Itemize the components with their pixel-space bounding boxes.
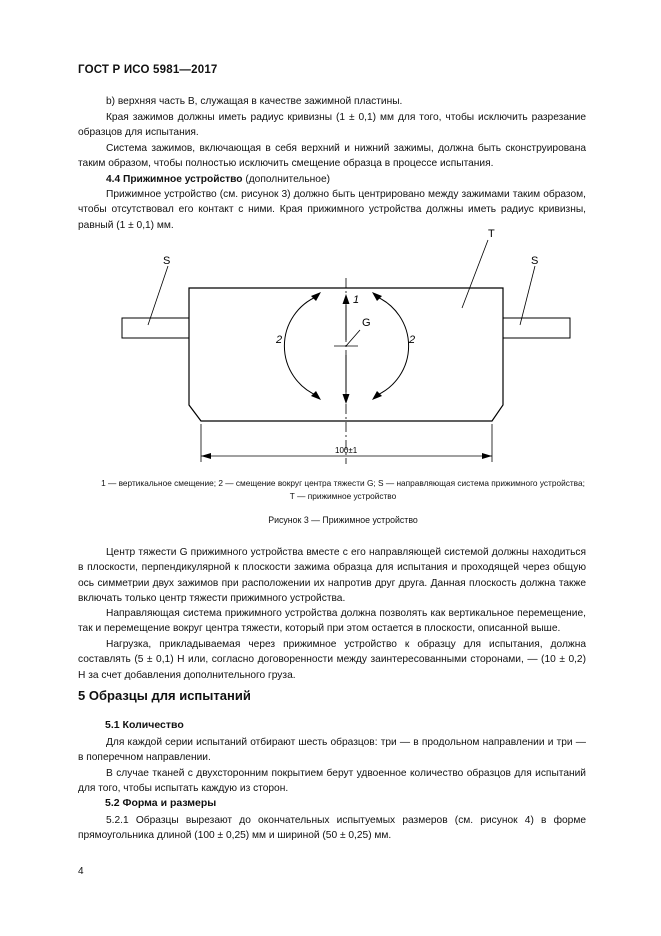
figure-caption: Рисунок 3 — Прижимное устройство: [268, 515, 418, 525]
section-5-2-title: Форма и размеры: [122, 797, 217, 809]
paragraph-5-2-1: 5.2.1 Образцы вырезают до окончательных испытуемых размеров (см. рисунок 4) в форме прямоугольника длиной (100 ± 0,25) мм и шириной (50 ± 0,25) мм.: [78, 815, 586, 842]
paragraph-clamp-system: Система зажимов, включающая в себя верхний и нижний зажимы, должна быть сконструирована таким образом, чтобы полностью исключить смещение образца в процессе испытания.: [78, 143, 586, 170]
left-guide-rod: [122, 318, 189, 338]
section-5-2-number: 5.2: [105, 797, 120, 809]
label-g: G: [362, 317, 371, 329]
paragraph-load: Нагрузка, прикладываемая через прижимное устройство к образцу для испытания, должна составлять (5 ± 0,1) Н или, согласно договоренности между заинтересованными сторонами, — (10 ± 0,2) Н за счет добавления дополнительного груза.: [78, 639, 586, 681]
paragraph-5-1-samples: Для каждой серии испытаний отбирают шесть образцов: три — в продольном направлении и три — в поперечном направлении.: [78, 737, 586, 764]
paragraph-b: b) верхняя часть B, служащая в качестве зажимной пластины.: [106, 96, 403, 107]
section-5-1-heading: [105, 719, 184, 731]
right-s-leader: [520, 266, 535, 325]
paragraph-center-of-gravity: Центр тяжести G прижимного устройства вместе с его направляющей системой должны находиться в плоскости, перпендикулярной к плоскости зажима образца для испытания и проходящей через общую ось симметрии двух зажимов при расположении их напротив друг друга. Данная плоскость должна также включать только центр тяжести прижимного устройства.: [78, 547, 586, 605]
paragraph-edges: Края зажимов должны иметь радиус кривизны (1 ± 0,1) мм для того, чтобы исключить разрезание образцов для испытания.: [78, 112, 586, 139]
standard-header: ГОСТ Р ИСО 5981—2017: [78, 64, 218, 76]
label-2-right: 2: [409, 334, 416, 346]
legend-line-2: Т — прижимное устройство: [289, 491, 397, 501]
section-4-4-number: 4.4: [106, 174, 121, 185]
paragraph-5-1-double: В случае тканей с двухсторонним покрытием берут удвоенное количество образцов для испытаний для того, чтобы испытать каждую из сторон.: [78, 768, 586, 795]
page-number: 4: [78, 866, 84, 877]
section-5-heading: [78, 688, 251, 703]
section-5-title: Образцы для испытаний: [88, 688, 251, 703]
paragraph-guide-system: Направляющая система прижимного устройства должна позволять как вертикальное перемещение, так и перемещение вокруг центра тяжести, который при этом остается в плоскости, описанной выше.: [78, 608, 586, 635]
section-5-1-title: Количество: [122, 719, 184, 731]
label-2-left: 2: [276, 334, 283, 346]
label-t: T: [488, 228, 495, 240]
label-s-right: S: [531, 255, 539, 267]
section-4-4-note: (дополнительное): [242, 174, 331, 185]
section-5-1-number: 5.1: [105, 719, 120, 731]
section-5-2-heading: [105, 797, 216, 809]
figure-legend: [78, 477, 608, 503]
label-s-left: S: [163, 255, 171, 267]
right-guide-rod: [503, 318, 570, 338]
left-s-leader: [148, 266, 168, 325]
paragraph-4-4: Прижимное устройство (см. рисунок 3) должно быть центрировано между зажимами таким образом, чтобы отсутствовал его контакт с ними. Края прижимного устройства должны иметь радиус кривизны, равный (1 ± 0,1) мм.: [78, 189, 586, 231]
legend-line-1: 1 — вертикальное смещение; 2 — смещение вокруг центра тяжести G; S — направляющая система прижимного устройства;: [101, 478, 585, 488]
section-5-number: 5: [78, 688, 86, 703]
section-4-4-title: Прижимное устройство: [123, 174, 243, 185]
dimension-label: 100±1: [335, 446, 358, 455]
label-1: 1: [353, 294, 360, 306]
